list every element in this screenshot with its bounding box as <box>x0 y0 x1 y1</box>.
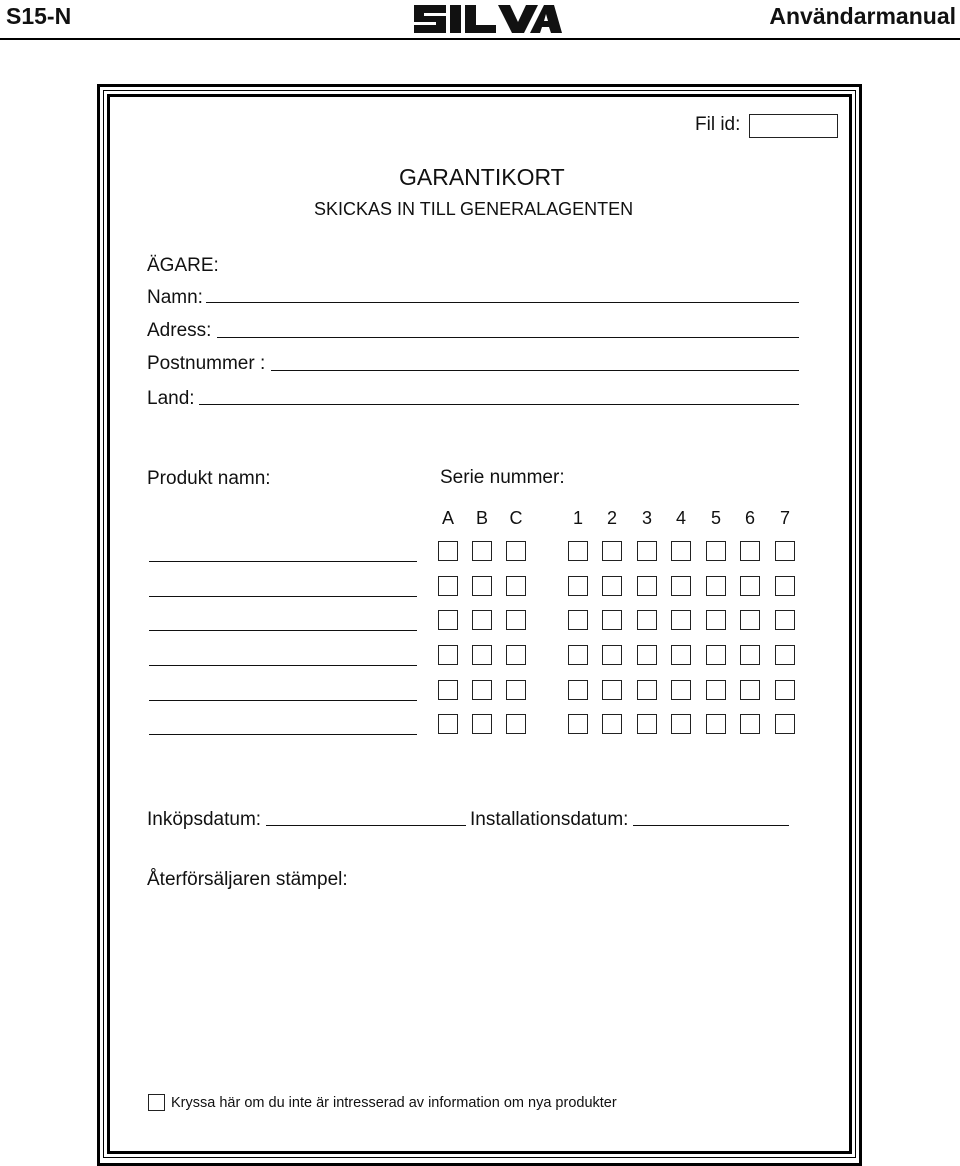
serial-letter-box[interactable] <box>438 541 458 561</box>
product-name-field-4[interactable] <box>149 665 417 666</box>
serial-letter-box[interactable] <box>472 645 492 665</box>
serial-digit-box[interactable] <box>637 680 657 700</box>
serial-letter-box[interactable] <box>506 610 526 630</box>
column-digit-1: 1 <box>572 508 583 528</box>
serial-digit-box[interactable] <box>637 714 657 734</box>
serial-digit-box[interactable] <box>740 576 760 596</box>
serial-digit-box[interactable] <box>602 541 622 561</box>
column-digit-4: 4 <box>675 508 686 528</box>
serial-letter-box[interactable] <box>472 576 492 596</box>
column-letter-a: A <box>441 508 454 528</box>
serial-letter-box[interactable] <box>472 610 492 630</box>
serial-digit-box[interactable] <box>568 610 588 630</box>
serial-digit-box[interactable] <box>637 576 657 596</box>
column-digit-5: 5 <box>710 508 721 528</box>
serial-letter-box[interactable] <box>506 541 526 561</box>
card-title: GARANTIKORT <box>399 164 565 190</box>
serial-letter-box[interactable] <box>472 541 492 561</box>
column-digit-7: 7 <box>779 508 790 528</box>
serial-digit-box[interactable] <box>568 576 588 596</box>
product-name-field-1[interactable] <box>149 561 417 562</box>
serial-digit-box[interactable] <box>706 576 726 596</box>
serial-digit-box[interactable] <box>706 610 726 630</box>
serial-letter-box[interactable] <box>506 680 526 700</box>
dealer-stamp-area <box>147 900 797 1070</box>
model-code: S15-N <box>6 3 72 29</box>
serial-digit-box[interactable] <box>602 576 622 596</box>
serial-digit-box[interactable] <box>706 714 726 734</box>
serial-number-label: Serie nummer: <box>440 467 565 488</box>
serial-digit-box[interactable] <box>637 541 657 561</box>
serial-digit-box[interactable] <box>602 714 622 734</box>
serial-digit-box[interactable] <box>671 714 691 734</box>
serial-digit-box[interactable] <box>671 645 691 665</box>
serial-letter-box[interactable] <box>438 576 458 596</box>
file-id-label: Fil id: <box>695 114 741 135</box>
serial-letter-box[interactable] <box>438 610 458 630</box>
serial-digit-box[interactable] <box>602 680 622 700</box>
serial-letter-box[interactable] <box>438 714 458 734</box>
serial-digit-box[interactable] <box>740 541 760 561</box>
serial-digit-box[interactable] <box>602 645 622 665</box>
optout-label: Kryssa här om du inte är intresserad av information om nya produkter <box>171 1095 617 1111</box>
serial-digit-box[interactable] <box>775 680 795 700</box>
card-subtitle: SKICKAS IN TILL GENERALAGENTEN <box>314 199 634 219</box>
country-label: Land: <box>147 388 195 409</box>
name-field[interactable] <box>206 302 799 303</box>
purchase-date-label: Inköpsdatum: <box>147 809 262 830</box>
serial-digit-box[interactable] <box>775 714 795 734</box>
serial-digit-box[interactable] <box>706 680 726 700</box>
column-digit-2: 2 <box>606 508 617 528</box>
serial-digit-box[interactable] <box>568 680 588 700</box>
file-id-field[interactable] <box>749 114 838 138</box>
optout-checkbox[interactable] <box>148 1094 165 1111</box>
product-name-field-3[interactable] <box>149 630 417 631</box>
serial-letter-box[interactable] <box>506 714 526 734</box>
address-label: Adress: <box>147 320 212 341</box>
install-date-label: Installationsdatum: <box>470 809 629 830</box>
serial-digit-box[interactable] <box>775 645 795 665</box>
serial-letter-box[interactable] <box>506 645 526 665</box>
serial-digit-box[interactable] <box>775 610 795 630</box>
header-rule <box>0 38 960 40</box>
serial-letter-box[interactable] <box>472 714 492 734</box>
product-name-field-5[interactable] <box>149 700 417 701</box>
serial-digit-box[interactable] <box>671 541 691 561</box>
serial-digit-box[interactable] <box>706 645 726 665</box>
serial-digit-box[interactable] <box>671 576 691 596</box>
product-name-label: Produkt namn: <box>147 468 271 489</box>
postcode-label: Postnummer : <box>147 353 266 374</box>
serial-letter-box[interactable] <box>438 680 458 700</box>
serial-letter-box[interactable] <box>472 680 492 700</box>
serial-digit-box[interactable] <box>775 576 795 596</box>
serial-digit-box[interactable] <box>568 645 588 665</box>
column-letter-c: C <box>509 508 523 528</box>
silva-logo <box>412 2 564 36</box>
address-field[interactable] <box>217 337 799 338</box>
product-name-field-6[interactable] <box>149 734 417 735</box>
name-label: Namn: <box>147 287 203 308</box>
serial-letter-box[interactable] <box>506 576 526 596</box>
serial-digit-box[interactable] <box>671 680 691 700</box>
serial-digit-box[interactable] <box>568 714 588 734</box>
country-field[interactable] <box>199 404 799 405</box>
install-date-field[interactable] <box>633 825 789 826</box>
purchase-date-field[interactable] <box>266 825 466 826</box>
serial-digit-box[interactable] <box>740 610 760 630</box>
column-digit-6: 6 <box>744 508 755 528</box>
manual-title: Användarmanual <box>769 3 956 29</box>
column-digit-3: 3 <box>641 508 652 528</box>
serial-digit-box[interactable] <box>775 541 795 561</box>
dealer-stamp-label: Återförsäljaren stämpel: <box>147 869 348 890</box>
serial-digit-box[interactable] <box>706 541 726 561</box>
serial-letter-box[interactable] <box>438 645 458 665</box>
postcode-field[interactable] <box>271 370 799 371</box>
serial-digit-box[interactable] <box>740 714 760 734</box>
serial-digit-box[interactable] <box>637 610 657 630</box>
serial-digit-box[interactable] <box>568 541 588 561</box>
product-name-field-2[interactable] <box>149 596 417 597</box>
column-letter-b: B <box>475 508 488 528</box>
serial-digit-box[interactable] <box>740 645 760 665</box>
serial-digit-box[interactable] <box>740 680 760 700</box>
serial-digit-box[interactable] <box>671 610 691 630</box>
serial-digit-box[interactable] <box>602 610 622 630</box>
serial-digit-box[interactable] <box>637 645 657 665</box>
page-header <box>0 0 960 42</box>
owner-heading: ÄGARE: <box>147 255 219 276</box>
